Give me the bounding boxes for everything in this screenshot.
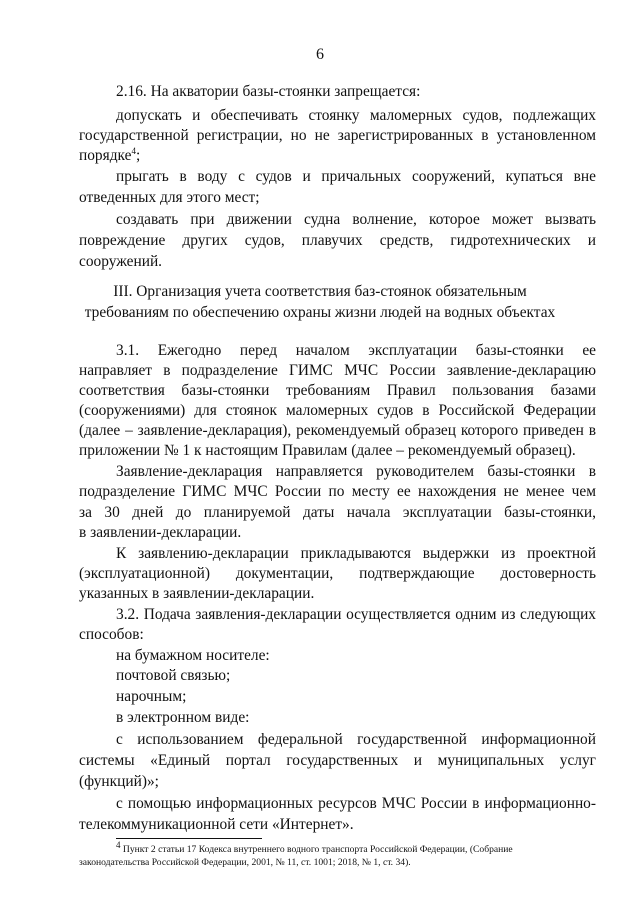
s216-line: допускать и обеспечивать стоянку маломерных судов, подлежащих [116, 107, 596, 124]
section-heading: требованиям по обеспечению охраны жизни людей на водных объектах [84, 304, 556, 321]
s216-heading: 2.16. На акватории базы-стоянки запрещается: [116, 83, 421, 100]
s32-item: в электронном виде: [116, 709, 250, 726]
footnote-text: Пункт 2 статьи 17 Кодекса внутреннего водного транспорта Российской Федерации, (Собрание [122, 844, 513, 855]
s31-line: указанных в заявлении-декларации. [79, 585, 315, 602]
section-heading: III. Организация учета соответствия баз-стоянок обязательным [113, 283, 527, 300]
s216-line [79, 146, 140, 166]
s32-line: 3.2. Подача заявления-декларации осуществляется одним из следующих [116, 606, 596, 623]
page-number: 6 [316, 46, 324, 63]
s216-line: отведенных для этого мест; [79, 189, 260, 206]
s31-line: К заявлению-декларации прикладываются выдержки из проектной [116, 545, 596, 562]
s32-line: способов: [79, 626, 144, 643]
s32-item: почтовой связью; [116, 667, 231, 684]
s32-line: системы «Единый портал государственных и муниципальных услуг [79, 752, 596, 769]
s31-line: приложении № 1 к настоящим Правилам (далее – рекомендуемый образец). [79, 442, 576, 459]
s32-item: на бумажном носителе: [116, 647, 270, 664]
s32-item: нарочным; [116, 688, 187, 705]
s31-line: 3.1. Ежегодно перед началом эксплуатации базы-стоянки ее [116, 342, 596, 359]
s31-line: (эксплуатационной) документации, подтверждающие достоверность [79, 565, 596, 582]
s31-line: подразделение ГИМС МЧС России по месту ее нахождения не менее чем [79, 483, 596, 500]
footnote-ref: 4 [131, 145, 136, 156]
s31-line: соответствия базы-стоянки требованиям Правил пользования базами [79, 382, 596, 399]
s31-line: (далее – заявление-декларация), рекомендуемый образец которого приведен в [79, 422, 596, 439]
s31-line: за 30 дней до планируемой даты начала эксплуатации базы-стоянки, [79, 504, 596, 521]
s31-line: (сооружениями) для стоянок маломерных судов в Российской Федерации [79, 402, 596, 419]
s216-line: государственной регистрации, но не зарегистрированных в установленном [79, 127, 596, 144]
footnote-separator [116, 838, 262, 839]
s32-line: (функций)»; [79, 773, 159, 790]
s31-line: направляет в подразделение ГИМС МЧС России заявление-декларацию [79, 362, 596, 379]
s216-line: прыгать в воду с судов и причальных сооружений, купаться вне [116, 168, 596, 185]
footnote [116, 839, 513, 856]
s216-line: сооружений. [79, 253, 163, 270]
s32-line: телекоммуникационной сети «Интернет». [79, 816, 354, 833]
s31-line: в заявлении-декларации. [79, 524, 242, 541]
s216-line: повреждение других судов, плавучих средств, гидротехнических и [79, 232, 596, 249]
s216-text: порядке [79, 147, 132, 164]
s216-line: создавать при движении судна волнение, которое может вызвать [116, 211, 596, 228]
s32-line: с помощью информационных ресурсов МЧС России в информационно- [116, 795, 596, 812]
s216-text: ; [135, 147, 141, 164]
s31-line: Заявление-декларация направляется руководителем базы-стоянки в [116, 463, 596, 480]
footnote-mark: 4 [116, 839, 121, 850]
footnote-text: законодательства Российской Федерации, 2001, № 11, ст. 1001; 2018, № 1, ст. 34). [79, 857, 411, 868]
s32-line: с использованием федеральной государственной информационной [116, 731, 596, 748]
